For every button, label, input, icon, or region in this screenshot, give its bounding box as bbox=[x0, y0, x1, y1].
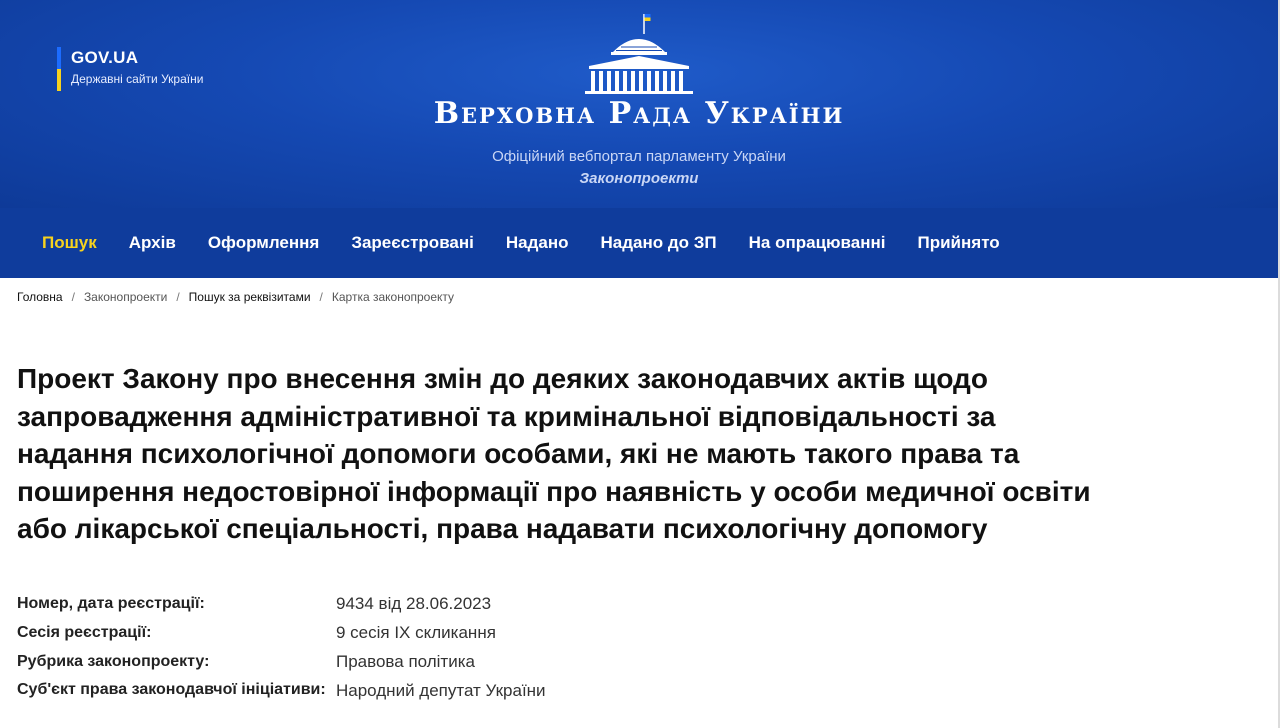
site-subtitle: Офіційний вебпортал парламенту України bbox=[492, 148, 786, 165]
breadcrumb-separator: / bbox=[71, 290, 75, 304]
detail-value: Правова політика bbox=[336, 652, 475, 671]
nav-item-adopted[interactable]: Прийнято bbox=[917, 233, 1000, 252]
breadcrumb-separator: / bbox=[176, 290, 180, 304]
parliament-building-icon[interactable] bbox=[585, 12, 693, 94]
detail-label: Рубрика законопроекту: bbox=[17, 653, 210, 670]
breadcrumb-search[interactable]: Пошук за реквізитами bbox=[188, 290, 311, 304]
detail-label: Суб'єкт права законодавчої ініціативи: bbox=[17, 681, 326, 698]
bill-details bbox=[17, 594, 917, 710]
flag-bar-blue bbox=[57, 47, 61, 69]
breadcrumb-home[interactable]: Головна bbox=[17, 290, 63, 304]
site-header bbox=[0, 0, 1278, 208]
gov-ua-logo[interactable] bbox=[57, 47, 203, 91]
nav-item-submitted-to-zp[interactable]: Надано до ЗП bbox=[600, 233, 717, 252]
site-title[interactable]: Верховна Рада України bbox=[433, 96, 845, 131]
detail-row bbox=[17, 652, 917, 672]
breadcrumb-current: Картка законопроекту bbox=[331, 290, 455, 304]
nav-item-registered[interactable]: Зареєстровані bbox=[351, 233, 474, 252]
main-nav bbox=[0, 208, 1278, 278]
detail-label: Сесія реєстрації: bbox=[17, 624, 152, 641]
nav-item-in-progress[interactable]: На опрацюванні bbox=[748, 233, 886, 252]
detail-value: Народний депутат України bbox=[336, 681, 546, 700]
flag-bar-yellow bbox=[57, 69, 61, 91]
detail-value: 9 сесія IX скликання bbox=[336, 623, 496, 642]
nav-item-archive[interactable]: Архів bbox=[128, 233, 176, 252]
detail-label: Номер, дата реєстрації: bbox=[17, 595, 205, 612]
page-title: Проект Закону про внесення змін до деяких законодавчих актів щодо запровадження адміністративної та кримінальної відповідальності за надання психологічної допомоги особами, які не мають такого права та поширення недостовірної інформації про наявність у особи медичної освіти або лікарської спеціальності, права надавати психологічну допомогу bbox=[17, 363, 1091, 544]
detail-row bbox=[17, 681, 917, 701]
site-section-name: Законопроекти bbox=[579, 170, 699, 187]
nav-item-drafting[interactable]: Оформлення bbox=[207, 233, 320, 252]
gov-ua-subtitle: Державні сайти України bbox=[71, 72, 204, 86]
detail-row bbox=[17, 623, 917, 643]
nav-item-search[interactable]: Пошук bbox=[42, 233, 97, 252]
gov-ua-title: GOV.UA bbox=[71, 48, 139, 67]
breadcrumb-separator: / bbox=[319, 290, 323, 304]
detail-row bbox=[17, 594, 917, 614]
detail-value: 9434 від 28.06.2023 bbox=[336, 594, 492, 613]
breadcrumb-bills[interactable]: Законопроекти bbox=[83, 290, 168, 304]
breadcrumb bbox=[17, 290, 454, 304]
nav-item-submitted[interactable]: Надано bbox=[505, 233, 569, 252]
